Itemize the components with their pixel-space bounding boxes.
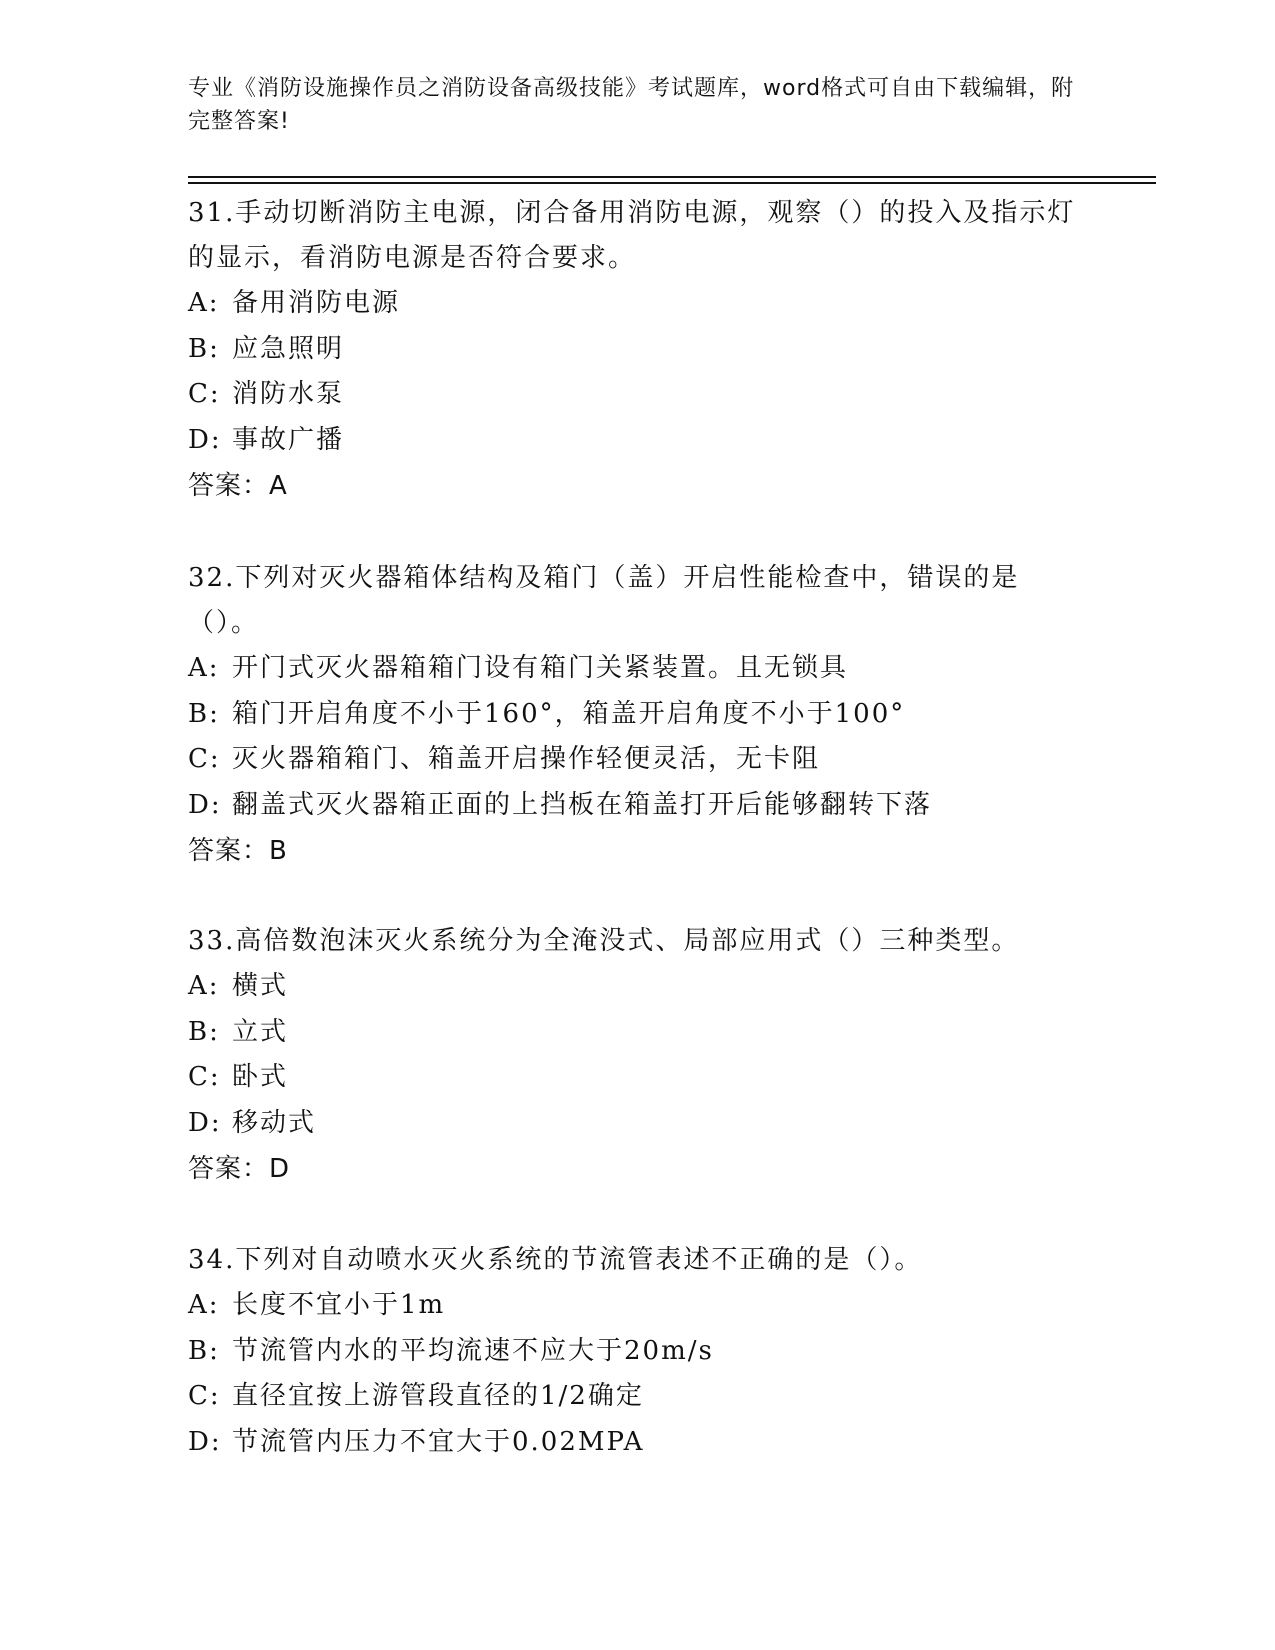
header-rule-bottom	[188, 182, 1156, 184]
option-c	[188, 737, 1088, 783]
option-a	[188, 964, 1088, 1010]
question-stem: 32.下列对灭火器箱体结构及箱门（盖）开启性能检查中，错误的是（）。	[188, 563, 1020, 638]
option-a	[188, 281, 1088, 327]
option-key: C:	[188, 1381, 221, 1411]
option-b	[188, 692, 1088, 738]
question-stem: 31.手动切断消防主电源，闭合备用消防电源，观察（）的投入及指示灯的显示，看消防电源是否符合要求。	[188, 198, 1076, 273]
option-text: 开门式灭火器箱箱门设有箱门关紧装置。且无锁具	[232, 653, 849, 683]
option-key: A:	[188, 1290, 220, 1320]
option-text: 横式	[232, 971, 289, 1001]
option-b	[188, 327, 1088, 373]
question-32	[188, 556, 1088, 874]
question-stem: 33.高倍数泡沫灭火系统分为全淹没式、局部应用式（）三种类型。	[188, 926, 1020, 956]
option-d	[188, 1420, 1088, 1466]
option-key: A:	[188, 288, 220, 318]
option-c	[188, 1055, 1088, 1101]
option-text: 消防水泵	[232, 379, 345, 409]
option-b	[188, 1010, 1088, 1056]
option-text: 事故广播	[232, 424, 345, 455]
option-c	[188, 1374, 1088, 1420]
option-c	[188, 372, 1088, 418]
option-text: 节流管内压力不宜大于0.02MPA	[232, 1426, 645, 1457]
option-key: D:	[188, 789, 222, 820]
option-text: 应急照明	[232, 333, 345, 364]
option-key: C:	[188, 379, 221, 409]
option-b	[188, 1329, 1088, 1375]
option-text: 移动式	[232, 1107, 317, 1138]
option-key: B:	[188, 333, 220, 364]
option-key: C:	[188, 744, 221, 774]
option-key: D:	[188, 1107, 222, 1138]
option-text: 卧式	[232, 1062, 289, 1092]
option-key: B:	[188, 698, 220, 729]
option-text: 节流管内水的平均流速不应大于20m/s	[232, 1335, 714, 1366]
option-key: D:	[188, 1426, 222, 1457]
question-31	[188, 191, 1088, 509]
document-header: 专业《消防设施操作员之消防设备高级技能》考试题库，word格式可自由下载编辑，附完整答案!	[188, 76, 1075, 134]
option-text: 备用消防电源	[232, 288, 401, 318]
question-stem: 34.下列对自动喷水灭火系统的节流管表述不正确的是（）。	[188, 1245, 923, 1275]
option-a	[188, 1283, 1088, 1329]
option-text: 箱门开启角度不小于160°，箱盖开启角度不小于100°	[232, 698, 906, 729]
option-key: D:	[188, 424, 222, 455]
option-key: C:	[188, 1062, 221, 1092]
option-text: 灭火器箱箱门、箱盖开启操作轻便灵活，无卡阻	[232, 744, 821, 774]
option-d	[188, 418, 1088, 464]
answer-line: 答案：D	[188, 1154, 291, 1184]
option-key: B:	[188, 1016, 220, 1047]
option-text: 直径宜按上游管段直径的1/2确定	[232, 1381, 644, 1411]
option-d	[188, 783, 1088, 829]
option-key: B:	[188, 1335, 220, 1366]
option-key: A:	[188, 653, 220, 683]
option-text: 立式	[232, 1016, 289, 1047]
question-34	[188, 1238, 1088, 1465]
option-text: 长度不宜小于1m	[232, 1290, 446, 1320]
option-key: A:	[188, 971, 220, 1001]
option-text: 翻盖式灭火器箱正面的上挡板在箱盖打开后能够翻转下落	[232, 789, 933, 820]
answer-line: 答案：B	[188, 836, 288, 866]
option-d	[188, 1101, 1088, 1147]
option-a	[188, 646, 1088, 692]
header-rule-top	[188, 176, 1156, 178]
question-33	[188, 919, 1088, 1192]
answer-line: 答案：A	[188, 471, 288, 501]
